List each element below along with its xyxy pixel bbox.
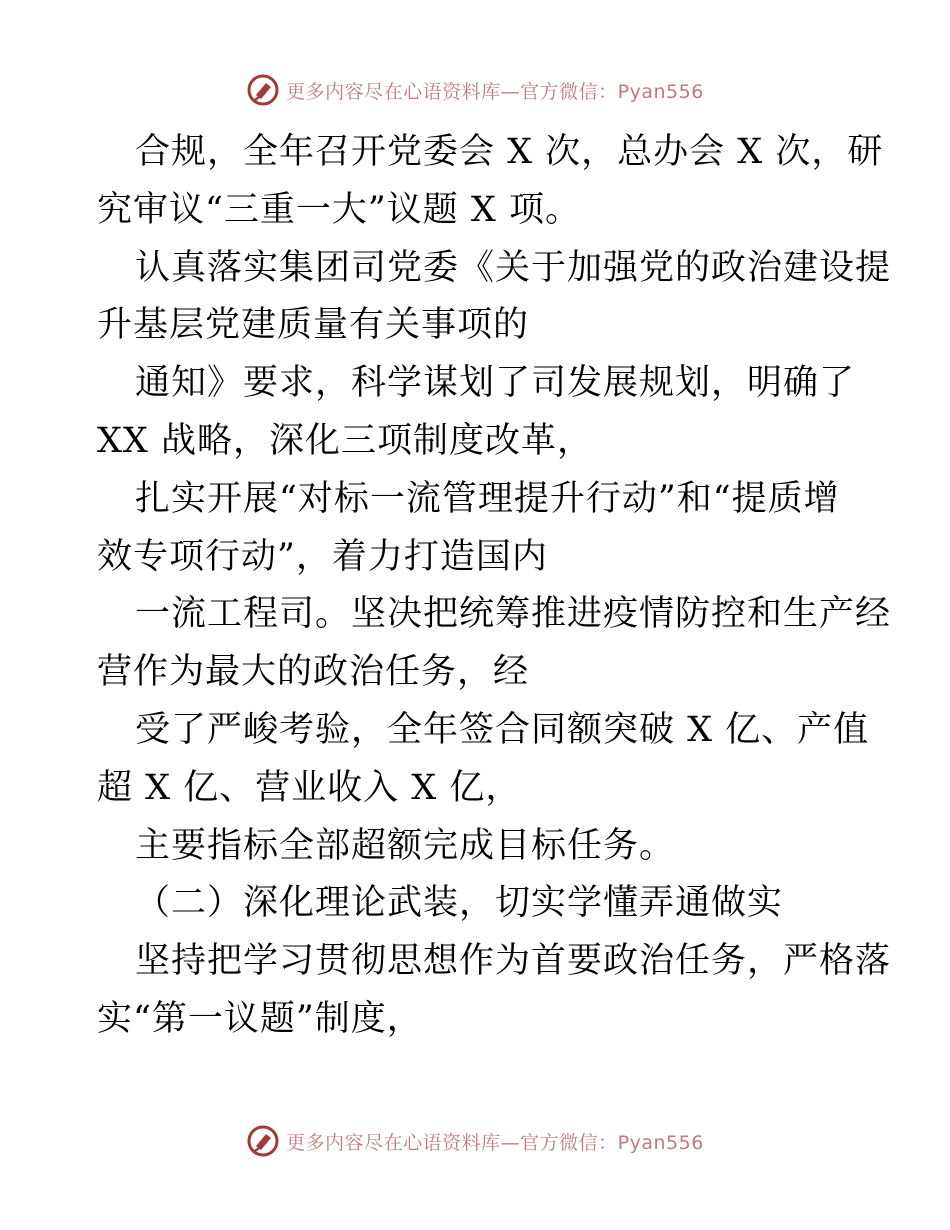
text-line: 升基层党建质量有关事项的 <box>97 305 530 346</box>
text-line: 扎实开展“对标一流管理提升行动”和“提质增 <box>135 478 840 519</box>
text-line: 营作为最大的政治任务，经 <box>97 652 530 693</box>
watermark-text: 更多内容尽在心语资料库—官方微信：Pyan556 <box>286 80 704 103</box>
logo-icon <box>246 73 280 107</box>
text-line: 合规，全年召开党委会 X 次，总办会 X 次，研 <box>135 132 884 172</box>
text-line: 超 X 亿、营业收入 X 亿， <box>97 767 522 808</box>
text-line: 一流工程司。坚决把统筹推进疫情防控和生产经 <box>135 594 892 635</box>
text-line: 实“第一议题”制度， <box>97 998 423 1039</box>
text-line: 究审议“三重一大”议题 X 项。 <box>97 189 581 230</box>
watermark-text: 更多内容尽在心语资料库—官方微信：Pyan556 <box>286 1131 704 1154</box>
text-line: XX 战略，深化三项制度改革， <box>97 420 593 461</box>
text-line: 主要指标全部超额完成目标任务。 <box>135 825 676 866</box>
text-line: 受了严峻考验，全年签合同额突破 X 亿、产值 <box>135 709 870 750</box>
section-heading: （二）深化理论武装，切实学懂弄通做实 <box>135 883 784 924</box>
text-line: 效专项行动”，着力打造国内 <box>97 536 548 577</box>
header-watermark <box>0 70 950 110</box>
text-line: 坚持把学习贯彻思想作为首要政治任务，严格落 <box>135 941 892 982</box>
document-body <box>97 124 892 1049</box>
logo-icon <box>246 1124 280 1158</box>
footer-watermark <box>0 1121 950 1161</box>
text-line: 认真落实集团司党委《关于加强党的政治建设提 <box>135 247 892 288</box>
text-line: 通知》要求，科学谋划了司发展规划，明确了 <box>135 363 856 404</box>
